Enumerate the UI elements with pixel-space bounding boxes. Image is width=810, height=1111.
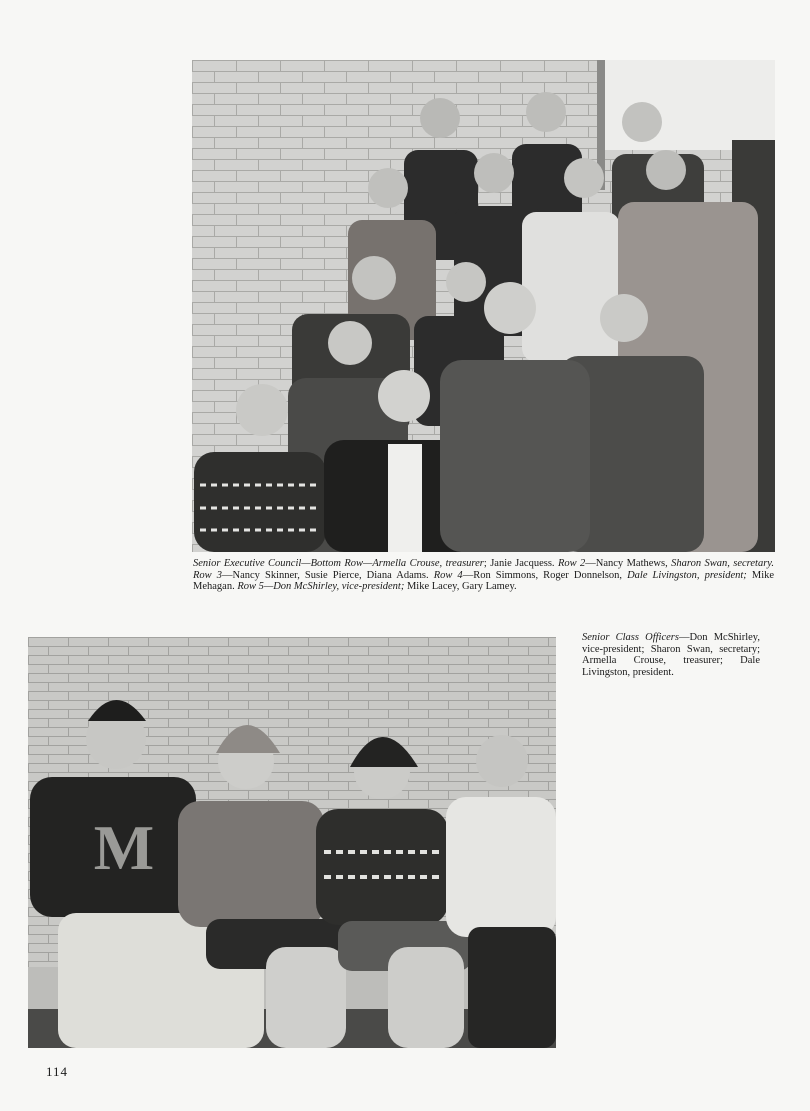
council-group-photo <box>192 60 775 552</box>
officers-group-photo <box>28 637 556 1048</box>
officers-photo-caption <box>582 632 760 678</box>
group-photo-on-bench-icon <box>28 637 556 1048</box>
council-photo-caption <box>193 558 774 593</box>
page-number: 114 <box>46 1064 69 1079</box>
group-photo-on-stairs-icon <box>192 60 775 552</box>
svg-text:M: M <box>93 812 155 883</box>
caption-segment: Senior Executive Council—Bottom Row—Armella Crouse, treasurer; Janie Jacquess. Row 2—Nancy Mathews, Sharon Swan, secretary. Row 3—Nancy Skinner, Susie Pierce, Diana Adams. Row 4—Ron Simmons, Roger Donnelson, Dale Livingston, president; Mike Mehagan. Row 5—Don McShirley, vice-president; Mike Lacey, Gary Lamey. <box>193 558 775 593</box>
caption-segment: Senior Class Officers—Don McShirley, vice-president; Sharon Swan, secretary; Armella Crouse, treasurer; Dale Livingston, president. <box>582 632 760 678</box>
